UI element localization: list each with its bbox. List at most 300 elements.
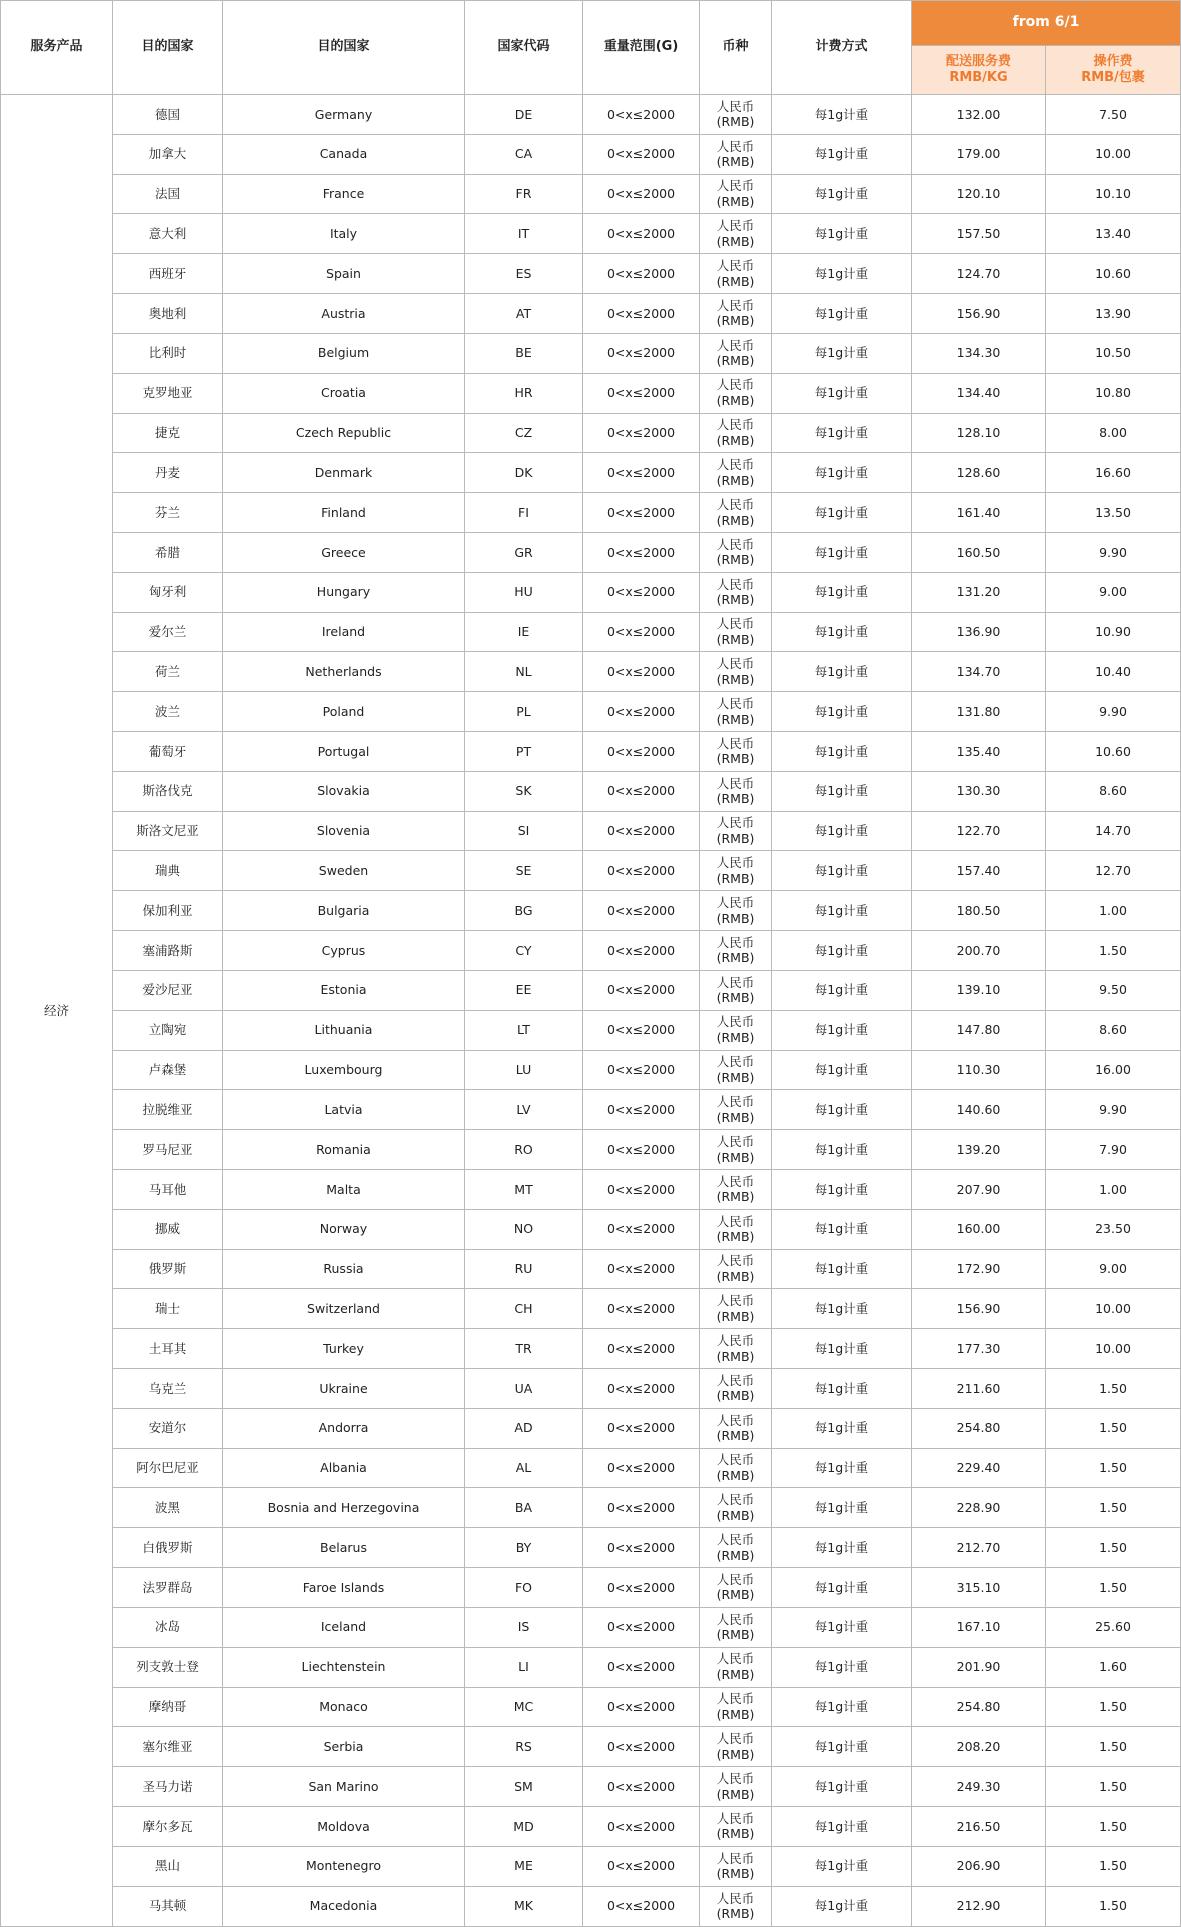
weight-range-cell: 0<x≤2000 xyxy=(583,1528,700,1568)
table-row xyxy=(1,1647,1181,1687)
country-cn-cell: 列支敦士登 xyxy=(113,1647,223,1687)
table-row xyxy=(1,1289,1181,1329)
currency-cell: 人民币(RMB) xyxy=(700,294,772,334)
billing-cell: 每1g计重 xyxy=(772,1090,912,1130)
billing-cell: 每1g计重 xyxy=(772,1488,912,1528)
billing-cell: 每1g计重 xyxy=(772,970,912,1010)
delivery-fee-cell: 136.90 xyxy=(912,612,1046,652)
table-row xyxy=(1,214,1181,254)
country-cn-cell: 德国 xyxy=(113,95,223,135)
weight-range-cell: 0<x≤2000 xyxy=(583,134,700,174)
weight-range-cell: 0<x≤2000 xyxy=(583,1687,700,1727)
weight-range-cell: 0<x≤2000 xyxy=(583,95,700,135)
table-row xyxy=(1,851,1181,891)
country-code-cell: LI xyxy=(465,1647,583,1687)
country-cn-cell: 法国 xyxy=(113,174,223,214)
country-code-cell: SK xyxy=(465,771,583,811)
country-code-cell: ES xyxy=(465,254,583,294)
delivery-fee-cell: 206.90 xyxy=(912,1846,1046,1886)
table-row xyxy=(1,1448,1181,1488)
country-en-cell: Canada xyxy=(223,134,465,174)
table-row xyxy=(1,1727,1181,1767)
handling-fee-cell: 10.50 xyxy=(1046,333,1181,373)
country-code-cell: NO xyxy=(465,1209,583,1249)
delivery-fee-cell: 128.60 xyxy=(912,453,1046,493)
header-handling-fee-unit: RMB/包裹 xyxy=(1081,70,1145,85)
billing-cell: 每1g计重 xyxy=(772,1050,912,1090)
delivery-fee-cell: 211.60 xyxy=(912,1369,1046,1409)
currency-cell: 人民币(RMB) xyxy=(700,453,772,493)
handling-fee-cell: 23.50 xyxy=(1046,1209,1181,1249)
country-en-cell: Andorra xyxy=(223,1408,465,1448)
country-code-cell: DK xyxy=(465,453,583,493)
table-row xyxy=(1,1488,1181,1528)
header-weight-range: 重量范围(G) xyxy=(583,1,700,95)
weight-range-cell: 0<x≤2000 xyxy=(583,652,700,692)
country-en-cell: Serbia xyxy=(223,1727,465,1767)
billing-cell: 每1g计重 xyxy=(772,1687,912,1727)
weight-range-cell: 0<x≤2000 xyxy=(583,891,700,931)
delivery-fee-cell: 179.00 xyxy=(912,134,1046,174)
header-country-code: 国家代码 xyxy=(465,1,583,95)
delivery-fee-cell: 131.20 xyxy=(912,572,1046,612)
delivery-fee-cell: 180.50 xyxy=(912,891,1046,931)
country-code-cell: RO xyxy=(465,1130,583,1170)
country-cn-cell: 西班牙 xyxy=(113,254,223,294)
country-en-cell: San Marino xyxy=(223,1767,465,1807)
weight-range-cell: 0<x≤2000 xyxy=(583,1209,700,1249)
currency-cell: 人民币(RMB) xyxy=(700,851,772,891)
currency-cell: 人民币(RMB) xyxy=(700,1687,772,1727)
delivery-fee-cell: 130.30 xyxy=(912,771,1046,811)
weight-range-cell: 0<x≤2000 xyxy=(583,294,700,334)
country-cn-cell: 斯洛伐克 xyxy=(113,771,223,811)
currency-cell: 人民币(RMB) xyxy=(700,970,772,1010)
billing-cell: 每1g计重 xyxy=(772,95,912,135)
weight-range-cell: 0<x≤2000 xyxy=(583,1647,700,1687)
country-cn-cell: 冰岛 xyxy=(113,1607,223,1647)
currency-cell: 人民币(RMB) xyxy=(700,1209,772,1249)
billing-cell: 每1g计重 xyxy=(772,134,912,174)
currency-cell: 人民币(RMB) xyxy=(700,652,772,692)
weight-range-cell: 0<x≤2000 xyxy=(583,1886,700,1926)
handling-fee-cell: 8.60 xyxy=(1046,771,1181,811)
delivery-fee-cell: 120.10 xyxy=(912,174,1046,214)
country-cn-cell: 匈牙利 xyxy=(113,572,223,612)
country-code-cell: UA xyxy=(465,1369,583,1409)
table-row xyxy=(1,373,1181,413)
handling-fee-cell: 9.90 xyxy=(1046,532,1181,572)
country-en-cell: France xyxy=(223,174,465,214)
table-row xyxy=(1,1767,1181,1807)
billing-cell: 每1g计重 xyxy=(772,692,912,732)
country-en-cell: Greece xyxy=(223,532,465,572)
country-code-cell: PT xyxy=(465,732,583,772)
table-row xyxy=(1,95,1181,135)
currency-cell: 人民币(RMB) xyxy=(700,1488,772,1528)
weight-range-cell: 0<x≤2000 xyxy=(583,1767,700,1807)
country-cn-cell: 马其顿 xyxy=(113,1886,223,1926)
weight-range-cell: 0<x≤2000 xyxy=(583,1130,700,1170)
billing-cell: 每1g计重 xyxy=(772,612,912,652)
country-cn-cell: 奥地利 xyxy=(113,294,223,334)
country-en-cell: Bosnia and Herzegovina xyxy=(223,1488,465,1528)
country-code-cell: HR xyxy=(465,373,583,413)
delivery-fee-cell: 212.70 xyxy=(912,1528,1046,1568)
handling-fee-cell: 10.90 xyxy=(1046,612,1181,652)
country-code-cell: CZ xyxy=(465,413,583,453)
country-cn-cell: 阿尔巴尼亚 xyxy=(113,1448,223,1488)
table-row xyxy=(1,931,1181,971)
country-cn-cell: 加拿大 xyxy=(113,134,223,174)
delivery-fee-cell: 132.00 xyxy=(912,95,1046,135)
header-effective-date: from 6/1 xyxy=(912,1,1181,46)
billing-cell: 每1g计重 xyxy=(772,1408,912,1448)
handling-fee-cell: 25.60 xyxy=(1046,1607,1181,1647)
handling-fee-cell: 1.50 xyxy=(1046,1448,1181,1488)
billing-cell: 每1g计重 xyxy=(772,1169,912,1209)
country-code-cell: RU xyxy=(465,1249,583,1289)
billing-cell: 每1g计重 xyxy=(772,1130,912,1170)
currency-cell: 人民币(RMB) xyxy=(700,1886,772,1926)
country-en-cell: Norway xyxy=(223,1209,465,1249)
billing-cell: 每1g计重 xyxy=(772,1249,912,1289)
delivery-fee-cell: 124.70 xyxy=(912,254,1046,294)
delivery-fee-cell: 122.70 xyxy=(912,811,1046,851)
country-cn-cell: 卢森堡 xyxy=(113,1050,223,1090)
table-row xyxy=(1,254,1181,294)
country-en-cell: Slovakia xyxy=(223,771,465,811)
delivery-fee-cell: 140.60 xyxy=(912,1090,1046,1130)
delivery-fee-cell: 212.90 xyxy=(912,1886,1046,1926)
country-code-cell: MC xyxy=(465,1687,583,1727)
country-code-cell: AD xyxy=(465,1408,583,1448)
country-code-cell: AL xyxy=(465,1448,583,1488)
currency-cell: 人民币(RMB) xyxy=(700,333,772,373)
table-row xyxy=(1,1249,1181,1289)
billing-cell: 每1g计重 xyxy=(772,1647,912,1687)
billing-cell: 每1g计重 xyxy=(772,1209,912,1249)
billing-cell: 每1g计重 xyxy=(772,1010,912,1050)
handling-fee-cell: 9.90 xyxy=(1046,692,1181,732)
weight-range-cell: 0<x≤2000 xyxy=(583,1448,700,1488)
country-en-cell: Macedonia xyxy=(223,1886,465,1926)
handling-fee-cell: 1.50 xyxy=(1046,1568,1181,1608)
delivery-fee-cell: 161.40 xyxy=(912,493,1046,533)
currency-cell: 人民币(RMB) xyxy=(700,1806,772,1846)
country-code-cell: EE xyxy=(465,970,583,1010)
header-currency: 币种 xyxy=(700,1,772,95)
table-row xyxy=(1,1369,1181,1409)
country-code-cell: PL xyxy=(465,692,583,732)
weight-range-cell: 0<x≤2000 xyxy=(583,1488,700,1528)
handling-fee-cell: 10.60 xyxy=(1046,732,1181,772)
table-row xyxy=(1,652,1181,692)
country-cn-cell: 黑山 xyxy=(113,1846,223,1886)
delivery-fee-cell: 228.90 xyxy=(912,1488,1046,1528)
handling-fee-cell: 9.50 xyxy=(1046,970,1181,1010)
handling-fee-cell: 1.50 xyxy=(1046,1767,1181,1807)
country-code-cell: IT xyxy=(465,214,583,254)
country-cn-cell: 拉脱维亚 xyxy=(113,1090,223,1130)
delivery-fee-cell: 110.30 xyxy=(912,1050,1046,1090)
country-cn-cell: 波黑 xyxy=(113,1488,223,1528)
handling-fee-cell: 13.50 xyxy=(1046,493,1181,533)
currency-cell: 人民币(RMB) xyxy=(700,413,772,453)
country-cn-cell: 葡萄牙 xyxy=(113,732,223,772)
handling-fee-cell: 1.50 xyxy=(1046,1488,1181,1528)
handling-fee-cell: 12.70 xyxy=(1046,851,1181,891)
table-row xyxy=(1,333,1181,373)
table-body xyxy=(1,95,1181,1927)
handling-fee-cell: 10.60 xyxy=(1046,254,1181,294)
country-code-cell: SM xyxy=(465,1767,583,1807)
delivery-fee-cell: 134.70 xyxy=(912,652,1046,692)
delivery-fee-cell: 254.80 xyxy=(912,1408,1046,1448)
billing-cell: 每1g计重 xyxy=(772,851,912,891)
country-cn-cell: 爱尔兰 xyxy=(113,612,223,652)
billing-cell: 每1g计重 xyxy=(772,931,912,971)
table-row xyxy=(1,1568,1181,1608)
header-handling-fee xyxy=(1046,46,1181,95)
country-code-cell: BG xyxy=(465,891,583,931)
currency-cell: 人民币(RMB) xyxy=(700,1846,772,1886)
currency-cell: 人民币(RMB) xyxy=(700,931,772,971)
delivery-fee-cell: 254.80 xyxy=(912,1687,1046,1727)
handling-fee-cell: 9.00 xyxy=(1046,1249,1181,1289)
delivery-fee-cell: 249.30 xyxy=(912,1767,1046,1807)
country-cn-cell: 意大利 xyxy=(113,214,223,254)
country-cn-cell: 瑞典 xyxy=(113,851,223,891)
handling-fee-cell: 1.50 xyxy=(1046,1886,1181,1926)
country-code-cell: FO xyxy=(465,1568,583,1608)
handling-fee-cell: 1.50 xyxy=(1046,1408,1181,1448)
handling-fee-cell: 1.50 xyxy=(1046,1806,1181,1846)
country-en-cell: Albania xyxy=(223,1448,465,1488)
delivery-fee-cell: 139.20 xyxy=(912,1130,1046,1170)
billing-cell: 每1g计重 xyxy=(772,1886,912,1926)
country-cn-cell: 斯洛文尼亚 xyxy=(113,811,223,851)
country-cn-cell: 荷兰 xyxy=(113,652,223,692)
currency-cell: 人民币(RMB) xyxy=(700,891,772,931)
delivery-fee-cell: 201.90 xyxy=(912,1647,1046,1687)
weight-range-cell: 0<x≤2000 xyxy=(583,572,700,612)
header-delivery-fee xyxy=(912,46,1046,95)
handling-fee-cell: 1.50 xyxy=(1046,1846,1181,1886)
handling-fee-cell: 8.00 xyxy=(1046,413,1181,453)
country-en-cell: Switzerland xyxy=(223,1289,465,1329)
country-cn-cell: 土耳其 xyxy=(113,1329,223,1369)
country-cn-cell: 安道尔 xyxy=(113,1408,223,1448)
delivery-fee-cell: 172.90 xyxy=(912,1249,1046,1289)
country-cn-cell: 塞浦路斯 xyxy=(113,931,223,971)
country-en-cell: Hungary xyxy=(223,572,465,612)
country-en-cell: Croatia xyxy=(223,373,465,413)
weight-range-cell: 0<x≤2000 xyxy=(583,1249,700,1289)
country-cn-cell: 克罗地亚 xyxy=(113,373,223,413)
billing-cell: 每1g计重 xyxy=(772,811,912,851)
table-row xyxy=(1,970,1181,1010)
billing-cell: 每1g计重 xyxy=(772,453,912,493)
country-cn-cell: 捷克 xyxy=(113,413,223,453)
currency-cell: 人民币(RMB) xyxy=(700,692,772,732)
billing-cell: 每1g计重 xyxy=(772,1369,912,1409)
country-en-cell: Latvia xyxy=(223,1090,465,1130)
country-en-cell: Malta xyxy=(223,1169,465,1209)
currency-cell: 人民币(RMB) xyxy=(700,1767,772,1807)
table-row xyxy=(1,1886,1181,1926)
country-cn-cell: 法罗群岛 xyxy=(113,1568,223,1608)
billing-cell: 每1g计重 xyxy=(772,732,912,772)
country-code-cell: MK xyxy=(465,1886,583,1926)
weight-range-cell: 0<x≤2000 xyxy=(583,453,700,493)
weight-range-cell: 0<x≤2000 xyxy=(583,1329,700,1369)
handling-fee-cell: 1.50 xyxy=(1046,1727,1181,1767)
country-code-cell: BA xyxy=(465,1488,583,1528)
weight-range-cell: 0<x≤2000 xyxy=(583,413,700,453)
handling-fee-cell: 13.40 xyxy=(1046,214,1181,254)
country-en-cell: Iceland xyxy=(223,1607,465,1647)
country-code-cell: BY xyxy=(465,1528,583,1568)
country-en-cell: Germany xyxy=(223,95,465,135)
currency-cell: 人民币(RMB) xyxy=(700,1607,772,1647)
table-row xyxy=(1,1329,1181,1369)
weight-range-cell: 0<x≤2000 xyxy=(583,1408,700,1448)
weight-range-cell: 0<x≤2000 xyxy=(583,1806,700,1846)
delivery-fee-cell: 134.30 xyxy=(912,333,1046,373)
country-code-cell: MD xyxy=(465,1806,583,1846)
weight-range-cell: 0<x≤2000 xyxy=(583,214,700,254)
currency-cell: 人民币(RMB) xyxy=(700,95,772,135)
billing-cell: 每1g计重 xyxy=(772,771,912,811)
billing-cell: 每1g计重 xyxy=(772,652,912,692)
country-en-cell: Poland xyxy=(223,692,465,732)
handling-fee-cell: 8.60 xyxy=(1046,1010,1181,1050)
delivery-fee-cell: 315.10 xyxy=(912,1568,1046,1608)
country-code-cell: IE xyxy=(465,612,583,652)
country-en-cell: Belgium xyxy=(223,333,465,373)
billing-cell: 每1g计重 xyxy=(772,1329,912,1369)
country-cn-cell: 乌克兰 xyxy=(113,1369,223,1409)
country-en-cell: Turkey xyxy=(223,1329,465,1369)
table-row xyxy=(1,891,1181,931)
country-cn-cell: 圣马力诺 xyxy=(113,1767,223,1807)
billing-cell: 每1g计重 xyxy=(772,1448,912,1488)
currency-cell: 人民币(RMB) xyxy=(700,254,772,294)
table-row xyxy=(1,174,1181,214)
country-code-cell: FI xyxy=(465,493,583,533)
billing-cell: 每1g计重 xyxy=(772,214,912,254)
header-delivery-fee-unit: RMB/KG xyxy=(949,70,1008,85)
country-code-cell: SE xyxy=(465,851,583,891)
handling-fee-cell: 9.00 xyxy=(1046,572,1181,612)
country-cn-cell: 白俄罗斯 xyxy=(113,1528,223,1568)
billing-cell: 每1g计重 xyxy=(772,532,912,572)
country-cn-cell: 摩尔多瓦 xyxy=(113,1806,223,1846)
currency-cell: 人民币(RMB) xyxy=(700,1130,772,1170)
weight-range-cell: 0<x≤2000 xyxy=(583,732,700,772)
country-en-cell: Italy xyxy=(223,214,465,254)
country-cn-cell: 波兰 xyxy=(113,692,223,732)
delivery-fee-cell: 200.70 xyxy=(912,931,1046,971)
weight-range-cell: 0<x≤2000 xyxy=(583,493,700,533)
handling-fee-cell: 1.50 xyxy=(1046,1687,1181,1727)
currency-cell: 人民币(RMB) xyxy=(700,1090,772,1130)
header-delivery-fee-label: 配送服务费 xyxy=(945,53,1011,69)
country-en-cell: Faroe Islands xyxy=(223,1568,465,1608)
weight-range-cell: 0<x≤2000 xyxy=(583,692,700,732)
currency-cell: 人民币(RMB) xyxy=(700,134,772,174)
country-cn-cell: 芬兰 xyxy=(113,493,223,533)
weight-range-cell: 0<x≤2000 xyxy=(583,612,700,652)
delivery-fee-cell: 139.10 xyxy=(912,970,1046,1010)
currency-cell: 人民币(RMB) xyxy=(700,771,772,811)
country-en-cell: Portugal xyxy=(223,732,465,772)
handling-fee-cell: 1.60 xyxy=(1046,1647,1181,1687)
weight-range-cell: 0<x≤2000 xyxy=(583,333,700,373)
currency-cell: 人民币(RMB) xyxy=(700,1647,772,1687)
country-cn-cell: 塞尔维亚 xyxy=(113,1727,223,1767)
country-en-cell: Sweden xyxy=(223,851,465,891)
billing-cell: 每1g计重 xyxy=(772,333,912,373)
handling-fee-cell: 14.70 xyxy=(1046,811,1181,851)
delivery-fee-cell: 160.00 xyxy=(912,1209,1046,1249)
delivery-fee-cell: 131.80 xyxy=(912,692,1046,732)
country-cn-cell: 马耳他 xyxy=(113,1169,223,1209)
country-code-cell: BE xyxy=(465,333,583,373)
table-row xyxy=(1,1528,1181,1568)
table-row xyxy=(1,1408,1181,1448)
currency-cell: 人民币(RMB) xyxy=(700,1528,772,1568)
currency-cell: 人民币(RMB) xyxy=(700,532,772,572)
handling-fee-cell: 1.50 xyxy=(1046,931,1181,971)
weight-range-cell: 0<x≤2000 xyxy=(583,254,700,294)
billing-cell: 每1g计重 xyxy=(772,572,912,612)
header-dest-country-en: 目的国家 xyxy=(223,1,465,95)
country-en-cell: Romania xyxy=(223,1130,465,1170)
table-row xyxy=(1,1050,1181,1090)
billing-cell: 每1g计重 xyxy=(772,1528,912,1568)
currency-cell: 人民币(RMB) xyxy=(700,493,772,533)
billing-cell: 每1g计重 xyxy=(772,1289,912,1329)
weight-range-cell: 0<x≤2000 xyxy=(583,970,700,1010)
table-header xyxy=(1,1,1181,95)
currency-cell: 人民币(RMB) xyxy=(700,1249,772,1289)
billing-cell: 每1g计重 xyxy=(772,891,912,931)
billing-cell: 每1g计重 xyxy=(772,373,912,413)
country-cn-cell: 俄罗斯 xyxy=(113,1249,223,1289)
currency-cell: 人民币(RMB) xyxy=(700,1010,772,1050)
country-code-cell: ME xyxy=(465,1846,583,1886)
country-code-cell: GR xyxy=(465,532,583,572)
handling-fee-cell: 7.50 xyxy=(1046,95,1181,135)
handling-fee-cell: 16.60 xyxy=(1046,453,1181,493)
delivery-fee-cell: 128.10 xyxy=(912,413,1046,453)
delivery-fee-cell: 147.80 xyxy=(912,1010,1046,1050)
table-row xyxy=(1,294,1181,334)
table-row xyxy=(1,1090,1181,1130)
table-row xyxy=(1,134,1181,174)
weight-range-cell: 0<x≤2000 xyxy=(583,1289,700,1329)
handling-fee-cell: 10.00 xyxy=(1046,1289,1181,1329)
country-en-cell: Finland xyxy=(223,493,465,533)
handling-fee-cell: 10.10 xyxy=(1046,174,1181,214)
country-cn-cell: 丹麦 xyxy=(113,453,223,493)
currency-cell: 人民币(RMB) xyxy=(700,214,772,254)
country-en-cell: Liechtenstein xyxy=(223,1647,465,1687)
weight-range-cell: 0<x≤2000 xyxy=(583,1727,700,1767)
weight-range-cell: 0<x≤2000 xyxy=(583,1090,700,1130)
